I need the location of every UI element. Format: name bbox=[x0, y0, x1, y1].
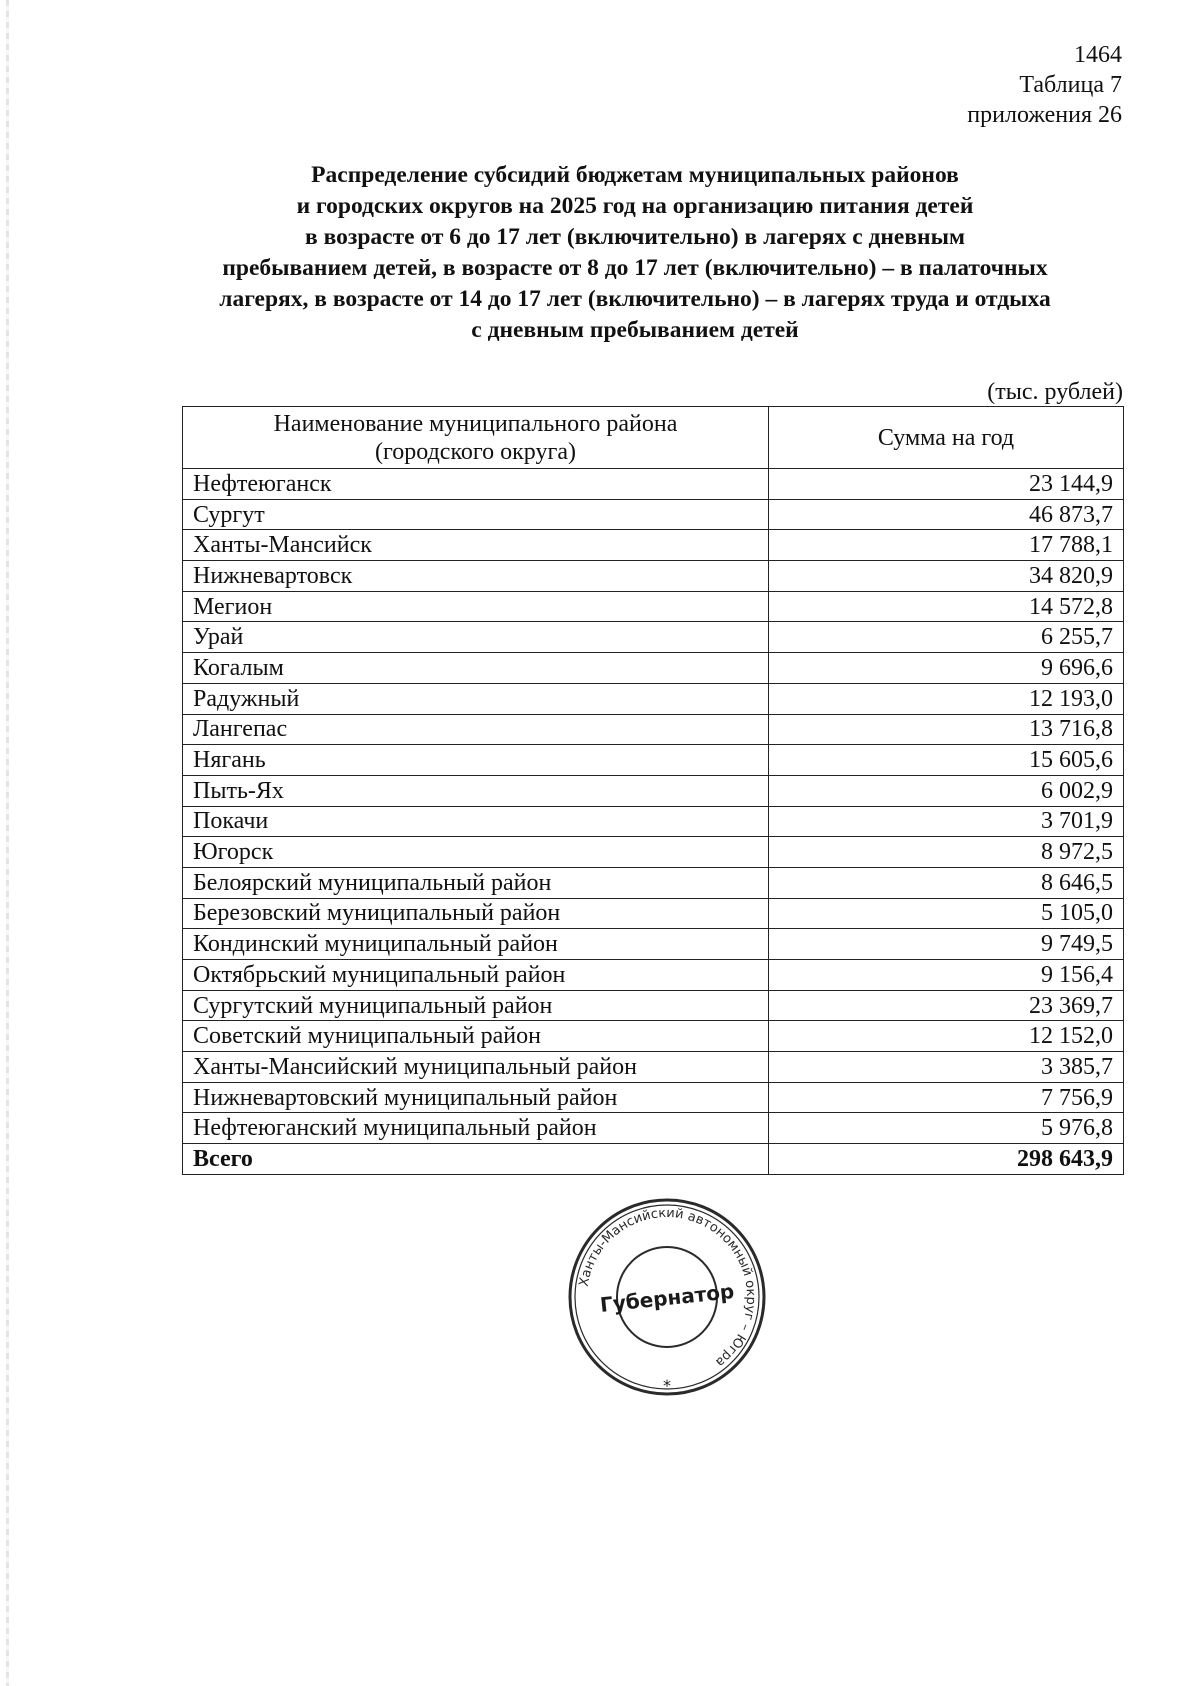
title-line: Распределение субсидий бюджетам муниципальных районов bbox=[311, 162, 959, 188]
column-header-name-line1: Наименование муниципального района bbox=[273, 410, 678, 437]
district-name-cell: Югорск bbox=[183, 837, 769, 868]
amount-cell: 13 716,8 bbox=[769, 714, 1124, 745]
units-note: (тыс. рублей) bbox=[987, 379, 1123, 405]
stamp-star: * bbox=[663, 1376, 671, 1395]
title-line: и городских округов на 2025 год на организацию питания детей bbox=[296, 193, 974, 219]
title-line: с дневным пребыванием детей bbox=[471, 317, 799, 343]
amount-cell: 9 696,6 bbox=[769, 653, 1124, 684]
amount-cell: 6 255,7 bbox=[769, 622, 1124, 653]
total-row bbox=[183, 1144, 1124, 1175]
district-name-cell: Покачи bbox=[183, 806, 769, 837]
district-name-cell: Ханты-Мансийск bbox=[183, 530, 769, 561]
amount-cell: 17 788,1 bbox=[769, 530, 1124, 561]
column-header-name bbox=[183, 407, 769, 469]
district-name-cell: Нефтеюганск bbox=[183, 469, 769, 500]
document-header bbox=[967, 40, 1122, 130]
title-line: в возрасте от 6 до 17 лет (включительно) в лагерях с дневным bbox=[305, 224, 965, 250]
table-row bbox=[183, 775, 1124, 806]
table-row bbox=[183, 653, 1124, 684]
column-header-name-line2: (городского округа) bbox=[375, 438, 576, 465]
table-row bbox=[183, 745, 1124, 776]
table-row bbox=[183, 929, 1124, 960]
district-name-cell: Кондинский муниципальный район bbox=[183, 929, 769, 960]
table-row bbox=[183, 530, 1124, 561]
amount-cell: 9 156,4 bbox=[769, 960, 1124, 991]
amount-cell: 46 873,7 bbox=[769, 499, 1124, 530]
table-row bbox=[183, 499, 1124, 530]
table-header-row bbox=[183, 407, 1124, 469]
column-header-amount: Сумма на год bbox=[769, 407, 1124, 469]
table-row bbox=[183, 806, 1124, 837]
total-label-cell: Всего bbox=[183, 1144, 769, 1175]
table-row bbox=[183, 898, 1124, 929]
district-name-cell: Сургут bbox=[183, 499, 769, 530]
total-amount-cell: 298 643,9 bbox=[769, 1144, 1124, 1175]
amount-cell: 8 646,5 bbox=[769, 867, 1124, 898]
amount-cell: 14 572,8 bbox=[769, 591, 1124, 622]
table-row bbox=[183, 1052, 1124, 1083]
district-name-cell: Советский муниципальный район bbox=[183, 1021, 769, 1052]
district-name-cell: Радужный bbox=[183, 683, 769, 714]
district-name-cell: Пыть-Ях bbox=[183, 775, 769, 806]
amount-cell: 8 972,5 bbox=[769, 837, 1124, 868]
district-name-cell: Мегион bbox=[183, 591, 769, 622]
amount-cell: 15 605,6 bbox=[769, 745, 1124, 776]
district-name-cell: Урай bbox=[183, 622, 769, 653]
document-title bbox=[150, 160, 1120, 346]
district-name-cell: Березовский муниципальный район bbox=[183, 898, 769, 929]
table-body bbox=[183, 469, 1124, 1175]
amount-cell: 3 385,7 bbox=[769, 1052, 1124, 1083]
table-row bbox=[183, 591, 1124, 622]
stamp-ring-text: Ханты-Мансийский автономный округ – Югра bbox=[576, 1205, 759, 1370]
table-row bbox=[183, 990, 1124, 1021]
amount-cell: 23 144,9 bbox=[769, 469, 1124, 500]
stamp-center-text: Губернатор bbox=[598, 1279, 736, 1317]
table-row bbox=[183, 1113, 1124, 1144]
table-row bbox=[183, 1021, 1124, 1052]
table-row bbox=[183, 960, 1124, 991]
table-label: Таблица 7 bbox=[1019, 72, 1122, 98]
scan-edge bbox=[6, 0, 9, 1686]
district-name-cell: Нефтеюганский муниципальный район bbox=[183, 1113, 769, 1144]
amount-cell: 5 105,0 bbox=[769, 898, 1124, 929]
amount-cell: 12 193,0 bbox=[769, 683, 1124, 714]
amount-cell: 9 749,5 bbox=[769, 929, 1124, 960]
district-name-cell: Когалым bbox=[183, 653, 769, 684]
table-row bbox=[183, 561, 1124, 592]
table-row bbox=[183, 867, 1124, 898]
amount-cell: 34 820,9 bbox=[769, 561, 1124, 592]
amount-cell: 6 002,9 bbox=[769, 775, 1124, 806]
district-name-cell: Белоярский муниципальный район bbox=[183, 867, 769, 898]
amount-cell: 12 152,0 bbox=[769, 1021, 1124, 1052]
amount-cell: 5 976,8 bbox=[769, 1113, 1124, 1144]
subsidy-table bbox=[182, 406, 1124, 1175]
governor-stamp bbox=[567, 1195, 767, 1415]
amount-cell: 7 756,9 bbox=[769, 1082, 1124, 1113]
title-line: лагерях, в возрасте от 14 до 17 лет (включительно) – в лагерях труда и отдыха bbox=[219, 286, 1051, 312]
title-line: пребыванием детей, в возрасте от 8 до 17 лет (включительно) – в палаточных bbox=[222, 255, 1048, 281]
table-row bbox=[183, 683, 1124, 714]
table-row bbox=[183, 714, 1124, 745]
district-name-cell: Лангепас bbox=[183, 714, 769, 745]
district-name-cell: Сургутский муниципальный район bbox=[183, 990, 769, 1021]
district-name-cell: Нижневартовск bbox=[183, 561, 769, 592]
district-name-cell: Октябрьский муниципальный район bbox=[183, 960, 769, 991]
district-name-cell: Нягань bbox=[183, 745, 769, 776]
amount-cell: 23 369,7 bbox=[769, 990, 1124, 1021]
district-name-cell: Ханты-Мансийский муниципальный район bbox=[183, 1052, 769, 1083]
district-name-cell: Нижневартовский муниципальный район bbox=[183, 1082, 769, 1113]
table-row bbox=[183, 622, 1124, 653]
amount-cell: 3 701,9 bbox=[769, 806, 1124, 837]
appendix-label: приложения 26 bbox=[967, 102, 1122, 128]
table-row bbox=[183, 837, 1124, 868]
table-row bbox=[183, 469, 1124, 500]
table-row bbox=[183, 1082, 1124, 1113]
page-number: 1464 bbox=[1074, 42, 1122, 68]
